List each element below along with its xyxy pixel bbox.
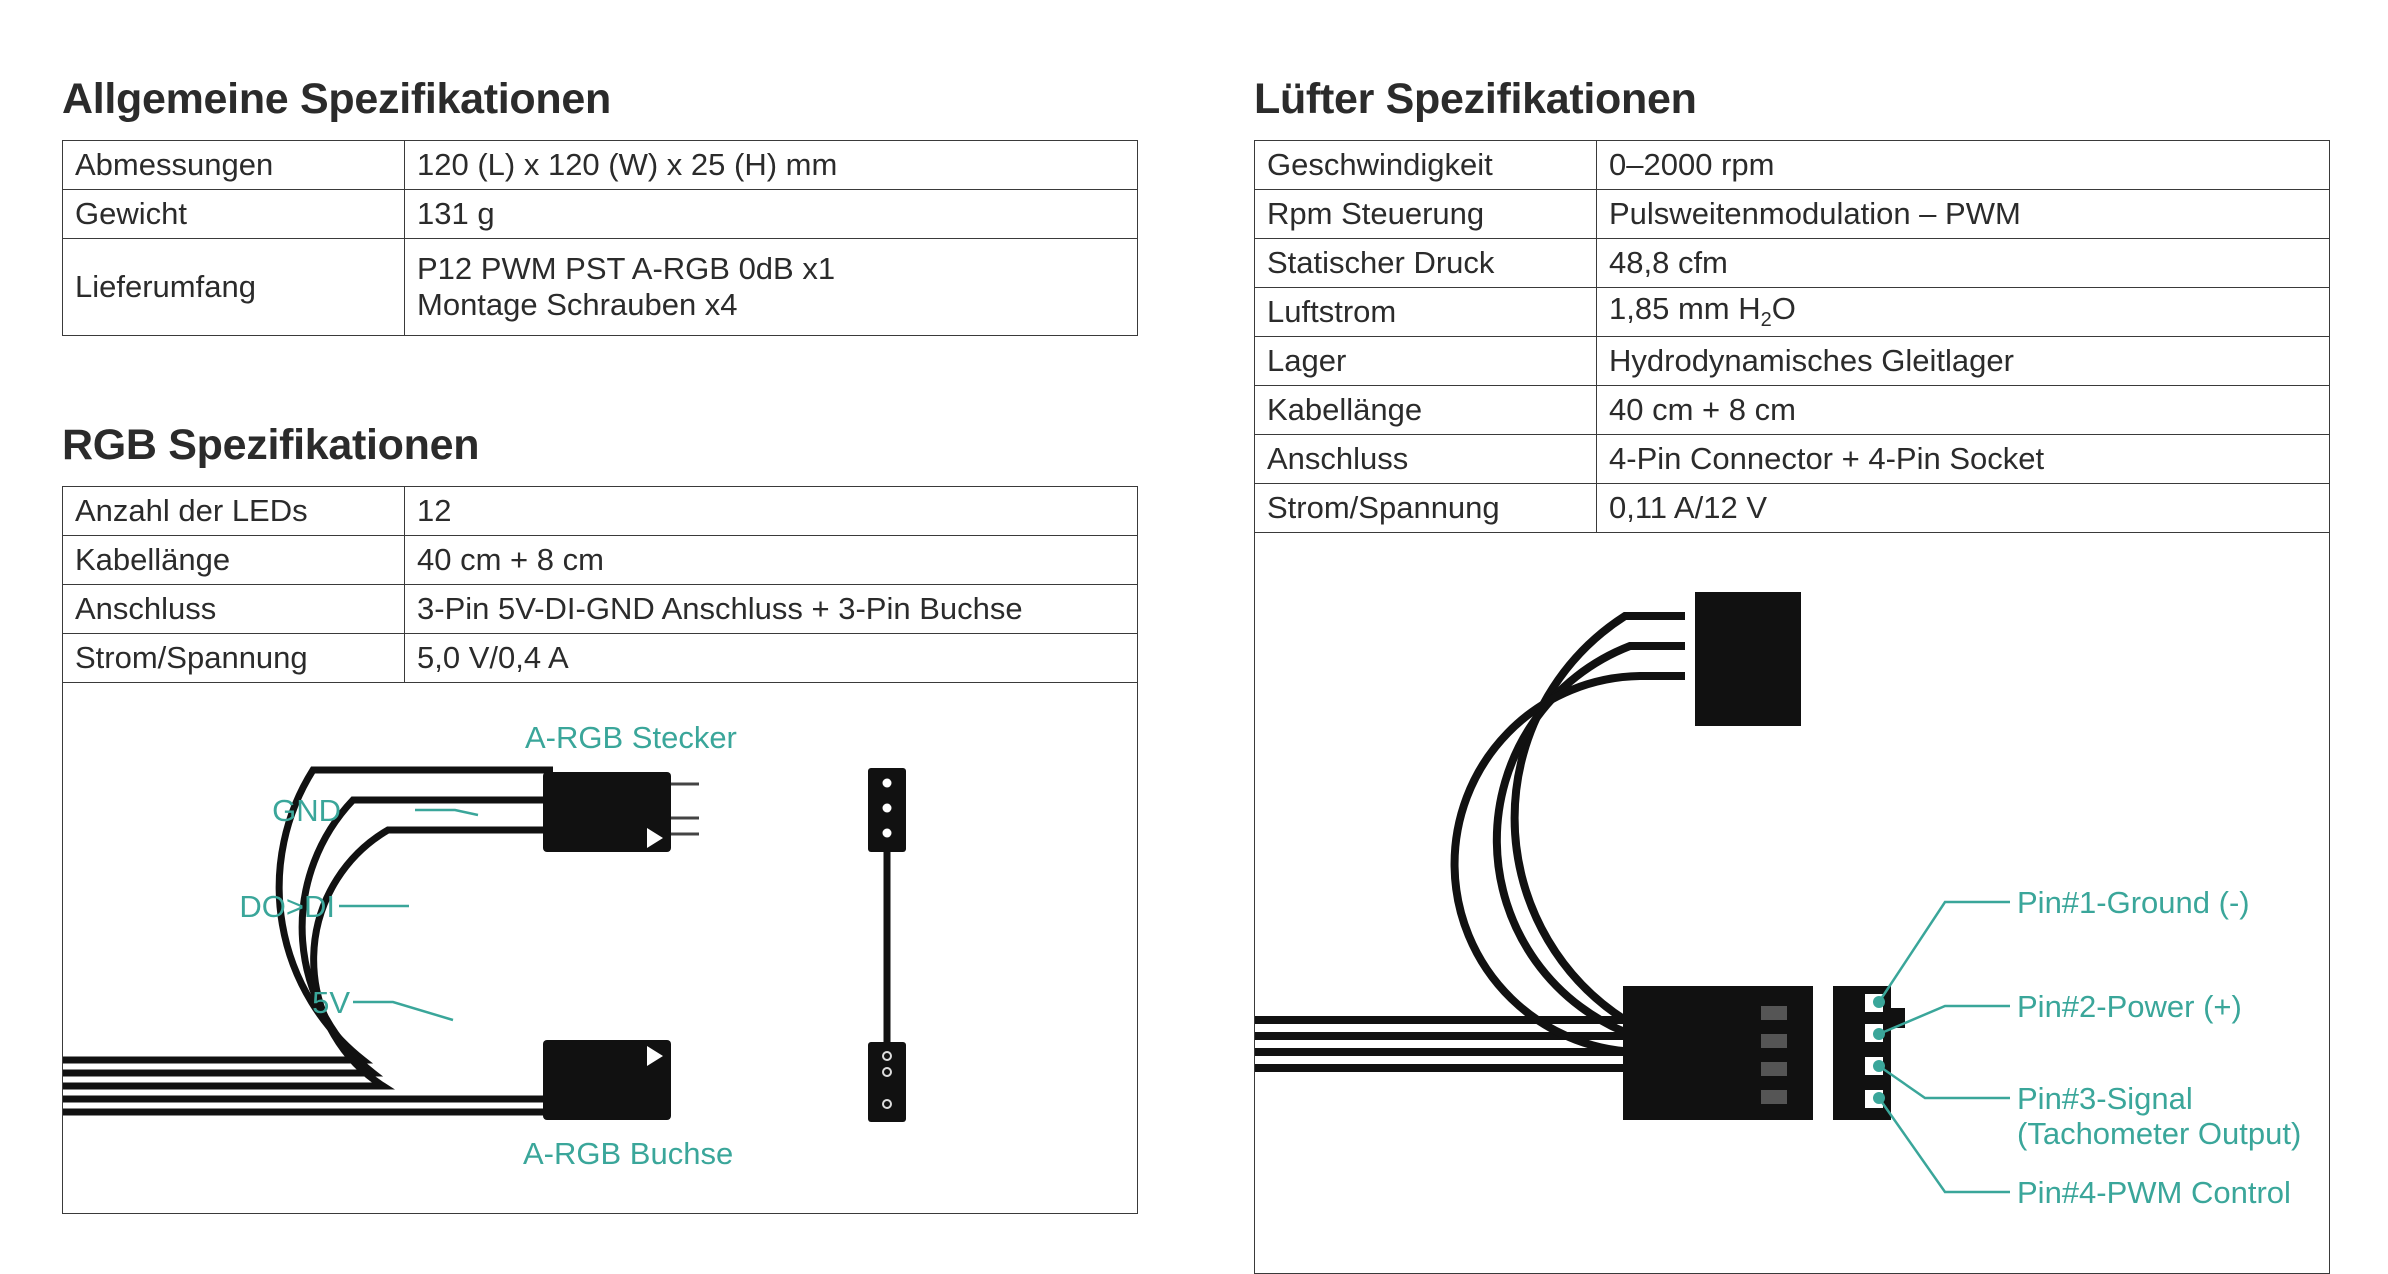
argb-cable-side-view <box>868 768 906 1122</box>
cable-wire <box>1255 676 1685 1052</box>
spec-label: Strom/Spannung <box>63 634 405 683</box>
spec-label: Anschluss <box>1255 435 1597 484</box>
spec-value: Hydrodynamisches Gleitlager <box>1597 337 2330 386</box>
table-row <box>1255 435 2330 484</box>
argb-plug-label: A-RGB Stecker <box>525 720 737 755</box>
table-row <box>63 634 1138 683</box>
pin2-marker <box>1873 1028 1885 1040</box>
pin1-leader-line <box>1879 902 2010 1002</box>
spec-label: Anzahl der LEDs <box>63 487 405 536</box>
spec-value: 12 <box>405 487 1138 536</box>
spec-value: 0,11 A/12 V <box>1597 484 2330 533</box>
gnd-wire-label: GND <box>272 793 341 828</box>
table-row <box>63 536 1138 585</box>
rgb-connector-diagram <box>62 680 1138 1214</box>
spec-label: Anschluss <box>63 585 405 634</box>
fan-4pin-socket <box>1833 986 1905 1120</box>
pin1-label: Pin#1-Ground (-) <box>2017 885 2250 920</box>
fan-connector-illustration <box>1255 532 2331 1274</box>
table-row <box>63 585 1138 634</box>
fan-cable-bundle <box>1255 616 1685 1068</box>
table-row <box>63 239 1138 336</box>
pin2-label: Pin#2-Power (+) <box>2017 989 2242 1024</box>
fan-connector-diagram <box>1254 532 2330 1274</box>
argb-plug-connector <box>543 772 699 852</box>
fan-specs-table <box>1254 140 2330 533</box>
fan-top-connector <box>1695 592 1801 726</box>
pin3-leader-line <box>1879 1066 2010 1098</box>
fan-specs-title: Lüfter Spezifikationen <box>1254 75 1697 123</box>
spec-value-subscript: 2 <box>1760 309 1772 332</box>
rgb-connector-illustration <box>63 680 1139 1214</box>
spec-label: Luftstrom <box>1255 288 1597 337</box>
spec-label: Kabellänge <box>1255 386 1597 435</box>
spec-value <box>1597 288 2330 337</box>
spec-value: 4-Pin Connector + 4-Pin Socket <box>1597 435 2330 484</box>
rgb-specs-table <box>62 486 1138 683</box>
spec-value <box>405 239 1138 336</box>
pin3-sub-label: (Tachometer Output) <box>2017 1116 2302 1151</box>
table-row <box>1255 141 2330 190</box>
table-row <box>1255 190 2330 239</box>
table-row <box>1255 239 2330 288</box>
table-row <box>63 190 1138 239</box>
spec-label: Kabellänge <box>63 536 405 585</box>
spec-label: Lieferumfang <box>63 239 405 336</box>
spec-label: Geschwindigkeit <box>1255 141 1597 190</box>
spec-value-text: 1,85 mm H <box>1609 291 1761 327</box>
table-row <box>1255 288 2330 337</box>
cable-wire <box>1255 646 1685 1036</box>
spec-label: Rpm Steuerung <box>1255 190 1597 239</box>
spec-label: Lager <box>1255 337 1597 386</box>
pin4-leader-line <box>1879 1098 2010 1192</box>
spec-value: 131 g <box>405 190 1138 239</box>
5v-leader-line <box>353 1002 453 1020</box>
cable-wire <box>63 800 553 1073</box>
5v-wire-label: 5V <box>312 985 350 1020</box>
argb-socket-connector <box>543 1040 671 1120</box>
spec-label: Abmessungen <box>63 141 405 190</box>
spec-value-line: Montage Schrauben x4 <box>417 287 738 322</box>
spec-label: Strom/Spannung <box>1255 484 1597 533</box>
spec-value: 5,0 V/0,4 A <box>405 634 1138 683</box>
spec-value: 48,8 cfm <box>1597 239 2330 288</box>
spec-value: 40 cm + 8 cm <box>1597 386 2330 435</box>
spec-value: 3-Pin 5V-DI-GND Anschluss + 3-Pin Buchse <box>405 585 1138 634</box>
data-wire-label: DO>DI <box>239 889 335 924</box>
general-specs-table <box>62 140 1138 336</box>
pin4-marker <box>1873 1092 1885 1104</box>
table-row <box>63 141 1138 190</box>
spec-value: Pulsweitenmodulation – PWM <box>1597 190 2330 239</box>
argb-socket-label: A-RGB Buchse <box>523 1136 734 1171</box>
pin1-marker <box>1873 996 1885 1008</box>
rgb-specs-title: RGB Spezifikationen <box>62 421 480 469</box>
pin3-label: Pin#3-Signal <box>2017 1081 2193 1116</box>
spec-value-line: P12 PWM PST A-RGB 0dB x1 <box>417 251 836 287</box>
general-specs-title: Allgemeine Spezifikationen <box>62 75 611 123</box>
spec-value: 0–2000 rpm <box>1597 141 2330 190</box>
spec-label: Gewicht <box>63 190 405 239</box>
table-row <box>1255 484 2330 533</box>
table-row <box>63 487 1138 536</box>
pin4-label: Pin#4-PWM Control <box>2017 1175 2291 1210</box>
table-row <box>1255 337 2330 386</box>
spec-value: 40 cm + 8 cm <box>405 536 1138 585</box>
spec-label: Statischer Druck <box>1255 239 1597 288</box>
pin3-marker <box>1873 1060 1885 1072</box>
fan-4pin-connector <box>1623 986 1813 1120</box>
gnd-leader-line <box>415 810 478 815</box>
table-row <box>1255 386 2330 435</box>
spec-value: 120 (L) x 120 (W) x 25 (H) mm <box>405 141 1138 190</box>
spec-value-suffix: O <box>1771 291 1796 327</box>
